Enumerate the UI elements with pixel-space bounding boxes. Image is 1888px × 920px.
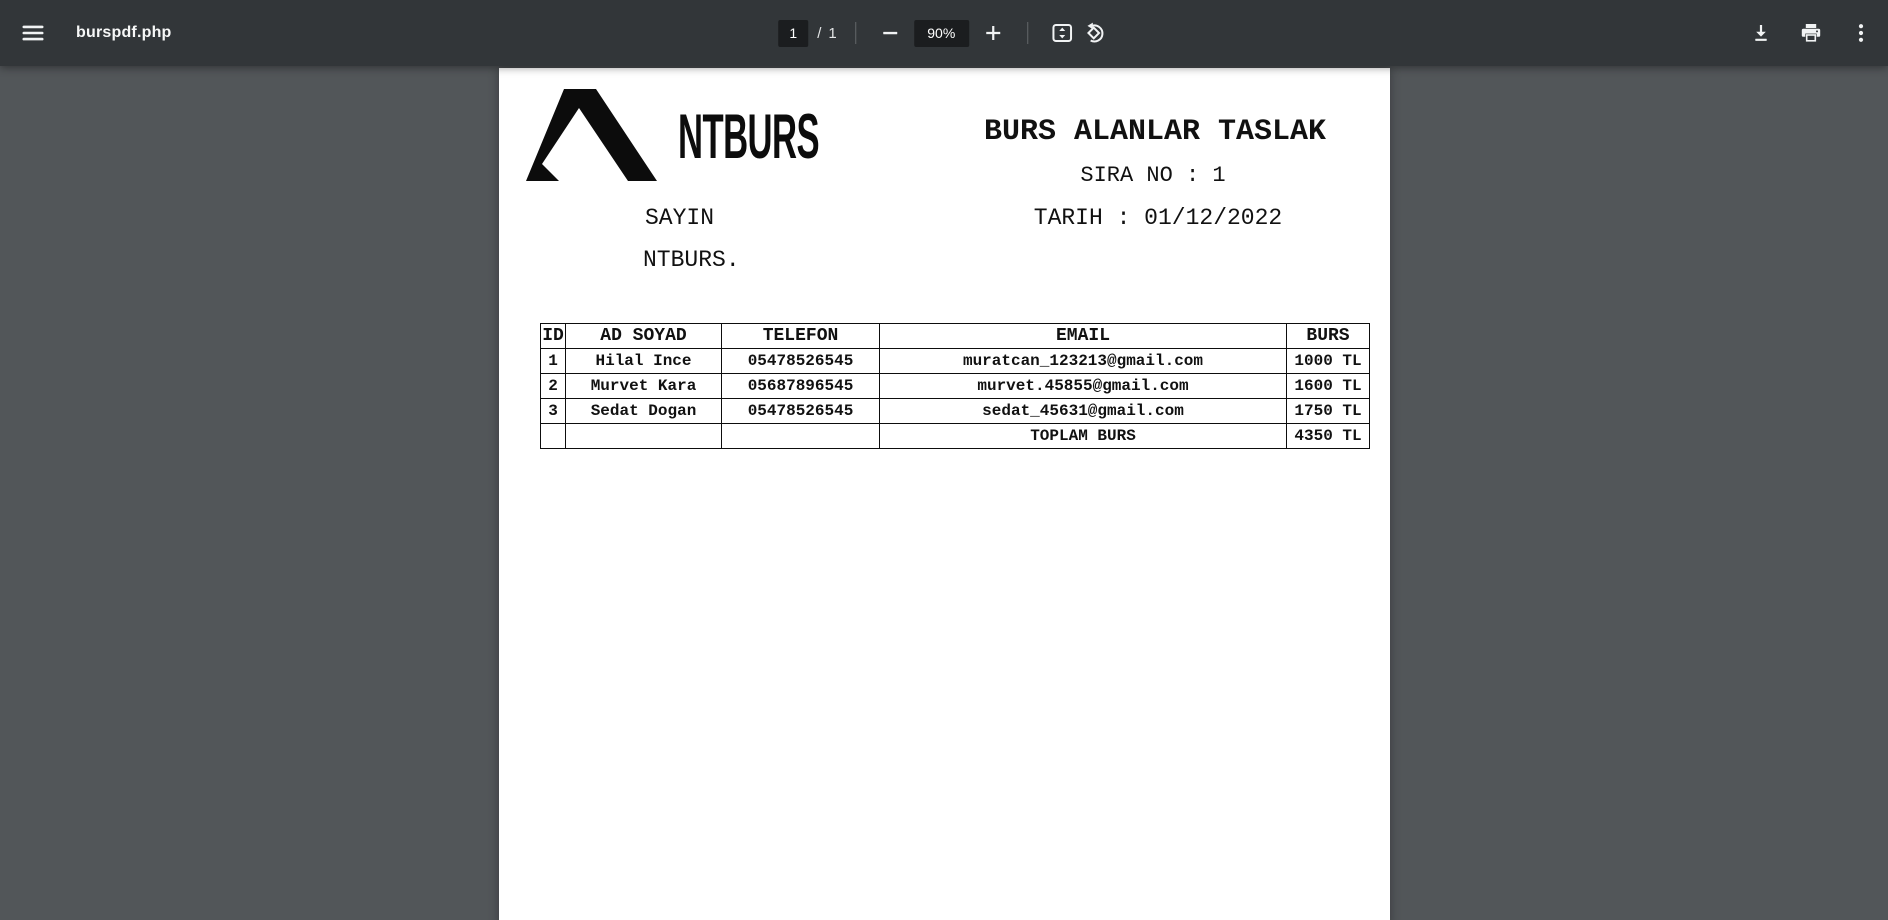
table-header-row: [541, 324, 1370, 349]
fit-page-icon: [1050, 21, 1074, 45]
header-ad-soyad: AD SOYAD: [566, 324, 722, 349]
document-heading: BURS ALANLAR TASLAK: [983, 115, 1327, 149]
cell-id: 1: [541, 349, 566, 374]
cell-empty: [541, 424, 566, 449]
cell-burs: 1000 TL: [1287, 349, 1370, 374]
cell-id: 3: [541, 399, 566, 424]
burs-table: [540, 323, 1370, 449]
cell-email: sedat_45631@gmail.com: [880, 399, 1287, 424]
salutation-text: SAYIN: [645, 205, 715, 231]
cell-burs: 1750 TL: [1287, 399, 1370, 424]
table-row: [541, 374, 1370, 399]
more-options-button[interactable]: [1842, 14, 1880, 52]
rotate-button[interactable]: [1078, 17, 1110, 49]
ntburs-logo-mark: [519, 89, 657, 181]
page-count-divider: /: [817, 24, 822, 42]
menu-button[interactable]: [14, 14, 52, 52]
cell-ad-soyad: Hilal Ince: [566, 349, 722, 374]
toolbar-left: [0, 14, 172, 52]
sira-no-line: SIRA NO : 1: [1080, 163, 1226, 188]
rotate-icon: [1082, 21, 1106, 45]
cell-total-value: 4350 TL: [1287, 424, 1370, 449]
toolbar-divider: [855, 22, 856, 44]
pdf-toolbar: [0, 0, 1888, 66]
download-button[interactable]: [1742, 14, 1780, 52]
cell-empty: [566, 424, 722, 449]
pdf-page: [499, 68, 1390, 920]
hamburger-icon: [22, 24, 44, 42]
cell-email: murvet.45855@gmail.com: [880, 374, 1287, 399]
plus-icon: [981, 21, 1005, 45]
header-id: ID: [541, 324, 566, 349]
print-icon: [1799, 21, 1823, 45]
header-email: EMAIL: [880, 324, 1287, 349]
table-row: [541, 399, 1370, 424]
minus-icon: [878, 21, 902, 45]
page-count: [817, 25, 837, 42]
cell-ad-soyad: Sedat Dogan: [566, 399, 722, 424]
cell-telefon: 05687896545: [722, 374, 880, 399]
toolbar-divider: [1027, 22, 1028, 44]
fit-page-button[interactable]: [1046, 17, 1078, 49]
recipient-text: NTBURS.: [643, 247, 740, 273]
cell-total-label: TOPLAM BURS: [880, 424, 1287, 449]
download-icon: [1749, 21, 1773, 45]
pdf-viewport[interactable]: [0, 66, 1888, 920]
table-row: [541, 349, 1370, 374]
cell-email: muratcan_123213@gmail.com: [880, 349, 1287, 374]
page-count-total: 1: [828, 24, 837, 42]
cell-telefon: 05478526545: [722, 399, 880, 424]
print-button[interactable]: [1792, 14, 1830, 52]
header-telefon: TELEFON: [722, 324, 880, 349]
document-title: burspdf.php: [76, 24, 172, 41]
header-burs: BURS: [1287, 324, 1370, 349]
kebab-menu-icon: [1849, 21, 1873, 45]
zoom-in-button[interactable]: [977, 17, 1009, 49]
ntburs-logo-text: NTBURS: [678, 102, 820, 172]
cell-burs: 1600 TL: [1287, 374, 1370, 399]
tarih-line: TARIH : 01/12/2022: [1033, 205, 1283, 231]
zoom-level[interactable]: 90%: [914, 20, 969, 47]
cell-empty: [722, 424, 880, 449]
toolbar-right: [1742, 14, 1888, 52]
toolbar-page-zoom-controls: [778, 17, 1110, 49]
zoom-out-button[interactable]: [874, 17, 906, 49]
cell-ad-soyad: Murvet Kara: [566, 374, 722, 399]
table-total-row: [541, 424, 1370, 449]
page-number-input[interactable]: [778, 20, 808, 47]
cell-id: 2: [541, 374, 566, 399]
cell-telefon: 05478526545: [722, 349, 880, 374]
